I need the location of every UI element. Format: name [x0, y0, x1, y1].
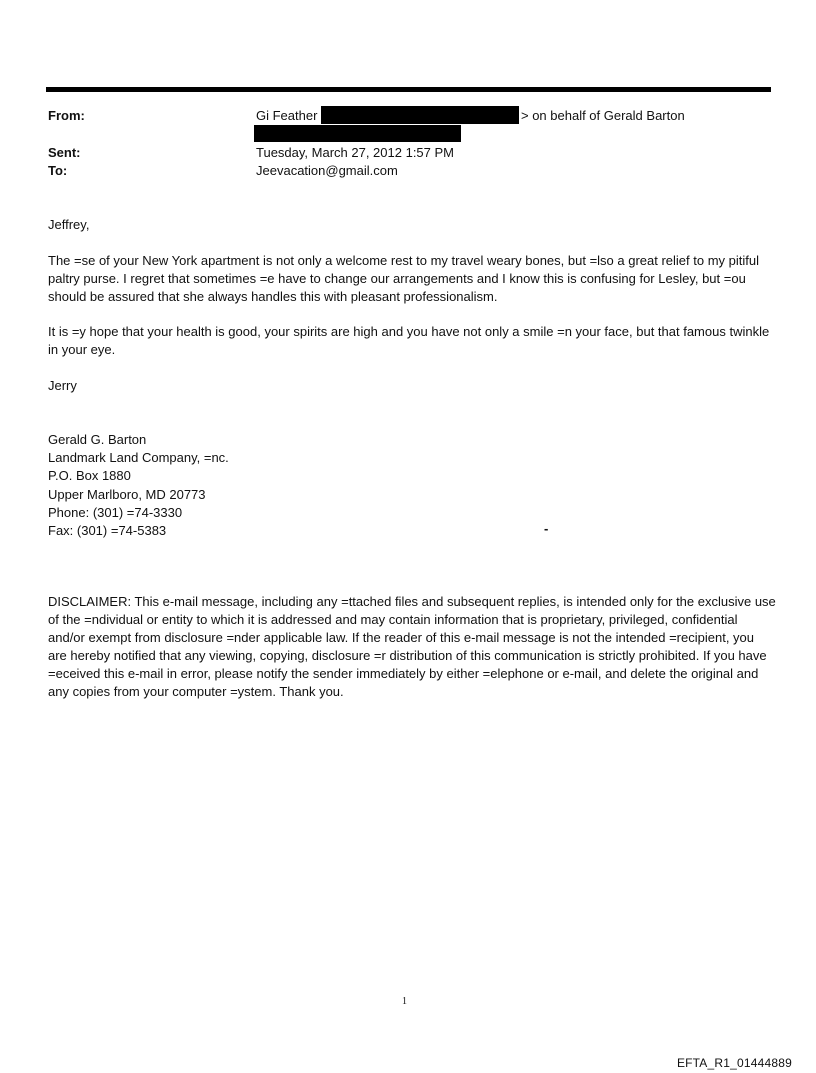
signoff: Jerry — [48, 378, 77, 393]
from-suffix: > on behalf of Gerald Barton — [521, 108, 685, 123]
signature-fax: Fax: (301) =74-5383 — [48, 523, 167, 539]
redaction-block-address — [254, 125, 461, 142]
disclaimer: DISCLAIMER: This e-mail message, including any =ttached files and subsequent replies, is intended only for the exclusive use of the =ndividual or entity to which it is addressed and may contain information that is proprietary, privileged, confidential and/or exempt from disclosure =nder applicable law. If the reader of this e-mail message is not the intended =recipient, you are hereby notified that any viewing, copying, disclosure =r distribution of this communication is strictly prohibited. If you have =eceived this e-mail in error, please notify the sender immediately by either =elephone or e-mail, and delete the original and any copies from your computer =ystem. Thank you. — [48, 594, 776, 699]
to-value: Jeevacation@gmail.com — [256, 163, 398, 178]
page-number: 1 — [402, 996, 407, 1007]
salutation: Jeffrey, — [48, 217, 90, 232]
redaction-block-email — [321, 106, 519, 124]
signature-city: Upper Marlboro, MD 20773 — [48, 486, 206, 502]
from-name: Gi Feather — [256, 108, 318, 123]
body-paragraph-2: It is =y hope that your health is good, your spirits are high and you have not only a smile =n your face, but that famous twinkle in your eye. — [48, 324, 770, 357]
sent-label: Sent: — [48, 145, 81, 160]
signature-phone: Phone: (301) =74-3330 — [48, 504, 183, 520]
to-label: To: — [48, 163, 68, 178]
signature-company: Landmark Land Company, =nc. — [48, 450, 229, 466]
body-paragraph-1: The =se of your New York apartment is not only a welcome rest to my travel weary bones, but =lso a great relief to my pitiful paltry purse. I regret that sometimes =e have to change our arrangements and I know this is confusing for Lesley, but =ou should be assured that she always handles this with pleasant professionalism. — [48, 253, 760, 304]
signature-po-box: P.O. Box 1880 — [48, 468, 131, 484]
signature-name: Gerald G. Barton — [48, 432, 147, 447]
sent-value: Tuesday, March 27, 2012 1:57 PM — [256, 145, 454, 160]
signature-block — [48, 431, 229, 540]
stray-mark: - — [544, 521, 549, 536]
bates-number: EFTA_R1_01444889 — [676, 1056, 792, 1070]
from-label: From: — [48, 108, 85, 123]
header-rule — [46, 87, 771, 92]
